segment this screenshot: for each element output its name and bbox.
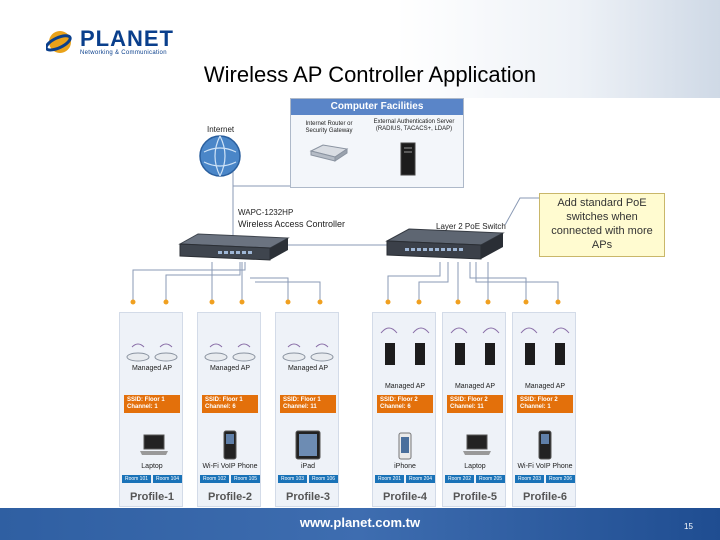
device-label: Laptop xyxy=(464,463,486,470)
profile-label: Profile-6 xyxy=(522,491,567,503)
internet-globe-icon xyxy=(198,134,242,178)
controller-device-icon xyxy=(178,232,290,264)
ap-label: Managed AP xyxy=(131,365,173,372)
device-label: Wi-Fi VoIP Phone xyxy=(517,463,573,470)
profile-5-panel xyxy=(442,312,506,507)
controller-model: WAPC-1232HP xyxy=(238,208,294,217)
poe-switch-label: Layer 2 PoE Switch xyxy=(436,222,506,231)
room-label: Room 105 xyxy=(231,475,260,483)
device-label: Wi-Fi VoIP Phone xyxy=(202,463,258,470)
poe-callout: Add standard PoE switches when connected with more APs xyxy=(539,193,665,257)
profile-4-panel xyxy=(372,312,436,507)
footer-url: www.planet.com.tw xyxy=(299,515,421,530)
device-label: iPhone xyxy=(394,463,416,470)
ssid-name: SSID: Floor 2 xyxy=(450,397,488,403)
ap-label: Managed AP xyxy=(287,365,329,372)
profile-3-panel xyxy=(275,312,339,507)
ssid-name: SSID: Floor 1 xyxy=(127,397,165,403)
profile-label: Profile-2 xyxy=(207,491,252,503)
internet-label: Internet xyxy=(207,125,235,134)
ap-label: Managed AP xyxy=(524,383,566,390)
ssid-badge xyxy=(124,395,180,413)
ap-label: Managed AP xyxy=(209,365,251,372)
ssid-badge xyxy=(447,395,503,413)
ap-label: Managed AP xyxy=(384,383,426,390)
managed-ap-wall-icon xyxy=(447,319,503,375)
ssid-channel: Channel: 1 xyxy=(127,404,158,410)
profile-label: Profile-4 xyxy=(382,491,427,503)
ssid-channel: Channel: 1 xyxy=(520,404,551,410)
page-title: Wireless AP Controller Application xyxy=(203,62,537,87)
room-label: Room 103 xyxy=(278,475,307,483)
ssid-badge xyxy=(517,395,573,413)
page-number: 15 xyxy=(684,522,693,531)
managed-ap-wall-icon xyxy=(377,319,433,375)
ssid-name: SSID: Floor 2 xyxy=(520,397,558,403)
logo-word: PLANET xyxy=(80,26,174,51)
server-label: External Authentication Server (RADIUS, TACACS+, LDAP) xyxy=(373,119,455,132)
ssid-badge xyxy=(280,395,336,413)
ssid-badge xyxy=(377,395,433,413)
auth-server-icon xyxy=(399,141,417,177)
ssid-channel: Channel: 11 xyxy=(450,404,484,410)
room-label: Room 102 xyxy=(200,475,229,483)
facilities-header: Computer Facilities xyxy=(291,99,463,115)
room-label: Room 104 xyxy=(153,475,182,483)
room-label: Room 202 xyxy=(445,475,474,483)
room-label: Room 101 xyxy=(122,475,151,483)
ssid-name: SSID: Floor 1 xyxy=(283,397,321,403)
voip-phone-icon xyxy=(220,429,240,461)
ssid-channel: Channel: 11 xyxy=(283,404,317,410)
device-label: Laptop xyxy=(141,463,163,470)
room-label: Room 206 xyxy=(546,475,575,483)
ssid-badge xyxy=(202,395,258,413)
ssid-channel: Channel: 6 xyxy=(380,404,411,410)
ssid-channel: Channel: 6 xyxy=(205,404,236,410)
router-icon xyxy=(309,143,349,163)
ipad-icon xyxy=(294,429,322,461)
logo-tagline: Networking & Communication xyxy=(80,50,167,56)
profile-label: Profile-5 xyxy=(452,491,497,503)
room-label: Room 106 xyxy=(309,475,338,483)
profile-label: Profile-3 xyxy=(285,491,330,503)
profile-1-panel xyxy=(119,312,183,507)
managed-ap-wall-icon xyxy=(517,319,573,375)
laptop-icon xyxy=(461,431,493,459)
computer-facilities-box xyxy=(290,98,464,188)
voip-phone-icon xyxy=(535,429,555,461)
ssid-name: SSID: Floor 2 xyxy=(380,397,418,403)
device-label: iPad xyxy=(300,463,315,470)
ap-label: Managed AP xyxy=(454,383,496,390)
laptop-icon xyxy=(138,431,170,459)
ssid-name: SSID: Floor 1 xyxy=(205,397,243,403)
router-label: Internet Router or Security Gateway xyxy=(305,121,353,134)
room-label: Room 205 xyxy=(476,475,505,483)
room-label: Room 203 xyxy=(515,475,544,483)
profile-6-panel xyxy=(512,312,576,507)
controller-name: Wireless Access Controller xyxy=(238,219,346,229)
profile-2-panel xyxy=(197,312,261,507)
iphone-icon xyxy=(397,431,413,461)
profile-label: Profile-1 xyxy=(129,491,174,503)
room-label: Room 204 xyxy=(406,475,435,483)
poe-switch-icon xyxy=(385,225,505,263)
room-label: Room 201 xyxy=(375,475,404,483)
